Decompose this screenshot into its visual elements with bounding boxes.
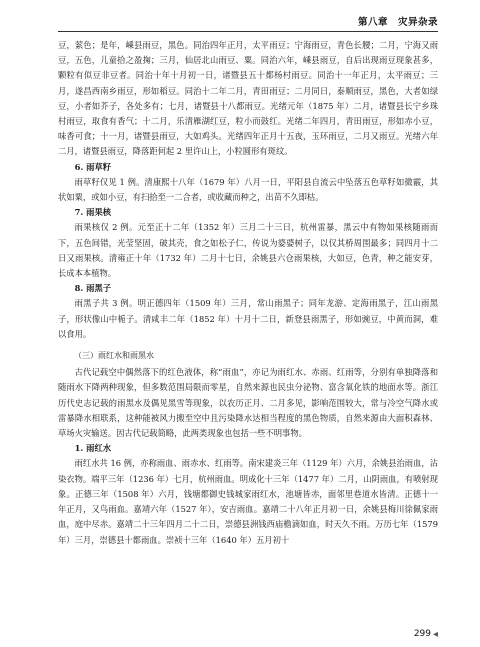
item-heading-red-rain: 1. 雨红水 [74,443,112,454]
page-number: 299 [413,629,431,639]
section-heading-black-seed: 8. 雨黑子 [74,283,112,294]
subsection-heading: （三）雨红水和雨黑水 [74,351,154,361]
section-text-fruit-stone: 雨果核仅 2 例。元至正十二年（1352 年）三月二十三日，杭州雷暴，黑云中有物如果核随雨而下，五色间错，光莹坚固，破其壳，食之如松子仁，传说为婆婆树子，以仅其桥周围最多；同四月十二日又雨果核。清雍正十年（1732 年）二月十七日，余姚县六仓雨果核，大如豆，色青，种之能安芽，长成本本植物。 [58,222,438,279]
item-text-red-rain: 雨红水共 16 例，亦称雨血、雨赤水、红雨等。南宋建炎三年（1129 年）六月，余姚县治雨血，沾染衣物。端平三年（1236 年）七月，杭州雨血。明成化十三年（1477 年）二月，山阴雨血，有喷射现象。正德三年（1508 年）六月，钱塘都御史钱城家雨红水，池塘皆赤，面邻里巷道水皆清。正德十一年正月，又鸟雨血。嘉靖六年（1527 年），安吉雨血。嘉靖二十八年正月初一日，余姚县梅川徐佩家雨血，庭中尽赤。嘉靖二十三年四月二十二日，崇德县洲钱西庙檐滴如血，时天久不雨。万历七年（1579 年）三月，崇德县十都雨血。崇祯十三年（1640 年）五月初十 [58,458,438,545]
subsection-intro: 古代记载空中偶然落下的红色液体，称“雨血”，亦记为雨红水、赤雨、红雨等，分别有单独降落和随雨水下降两种现象，但多数范围局限而零星，自然来源也民虫分泌物、富含氧化铁的地面水等。浙江历代史志记载的雨黑水及偶见黑雪等现象，以农历正月、二月多见，影响范围较大，常与冷空气降水或雷暴降水相联系，这种能被风力搬至空中且污染降水达相当程度的黑色物质，自然来源由大面积森林、草场火灾输送。因古代记载简略，此两类现象也包括一些不明事物。 [58,367,438,439]
page-body [58,38,438,621]
page-footer [414,629,438,639]
page-marker-icon: ◀ [433,630,438,638]
section-text-grass-seed: 雨草籽仅见 1 例。清康熙十八年（1679 年）八月一日，平阳县自流云中坠落五色草籽如微霰，其状如粟，或如小豆，有扫拾至一二合者，或收藏而种之，出苗不久即枯。 [58,176,438,203]
section-heading-grass-seed: 6. 雨草籽 [74,161,112,172]
paragraph-continuation: 豆，萦色；是年，嵊县雨豆，黑色。同治四年正月，太平雨豆；宁海雨豆，青色长腰；二月，宁海又雨豆，五色，儿童拾之盈掬；三月，仙居北山雨豆、粟。同治六年，嵊县雨豆，自后出现雨豆现象甚多，颗粒有似豆非豆者。同治十年十月初一日，诸暨县五十都杨村雨豆。同治十一年正月，太平雨豆；三月，遂昌西南乡雨豆，形如稻豆。同治十二年二月，青田雨豆；二月同日，泰顺雨豆，黑色，大者如绿豆，小者如芥子，各处多有；七月，诸暨县十八都雨豆。光绪元年（1875 年）二月，诸暨县长宁乡珠村雨豆，取食有香气；十二月，乐清雁湖红豆，粒小而鼓红。光绪二年四月，青田雨豆，形如赤小豆，味香可食；十一月，诸暨县雨豆，大如鸡头。光绪四年正月十五夜，玉环雨豆，二月又雨豆。光绪六年二月，诸暨县雨豆，降落距何起 2 里许山上，小粒圆形有斑纹。 [58,40,438,157]
section-text-black-seed: 雨黑子共 3 例。明正德四年（1509 年）三月，常山雨黑子；同年龙游、定海雨黑子，江山雨黑子，形状像山中栀子。清咸丰二年（1852 年）十月十二日，新登县雨黑子，形如豌豆，中黄而洞，难以食用。 [58,298,438,339]
chapter-title: 第八章 灾异杂录 [357,17,438,28]
header-rule [58,31,438,32]
running-header [0,0,480,34]
section-heading-fruit-stone: 7. 雨果核 [74,207,112,218]
